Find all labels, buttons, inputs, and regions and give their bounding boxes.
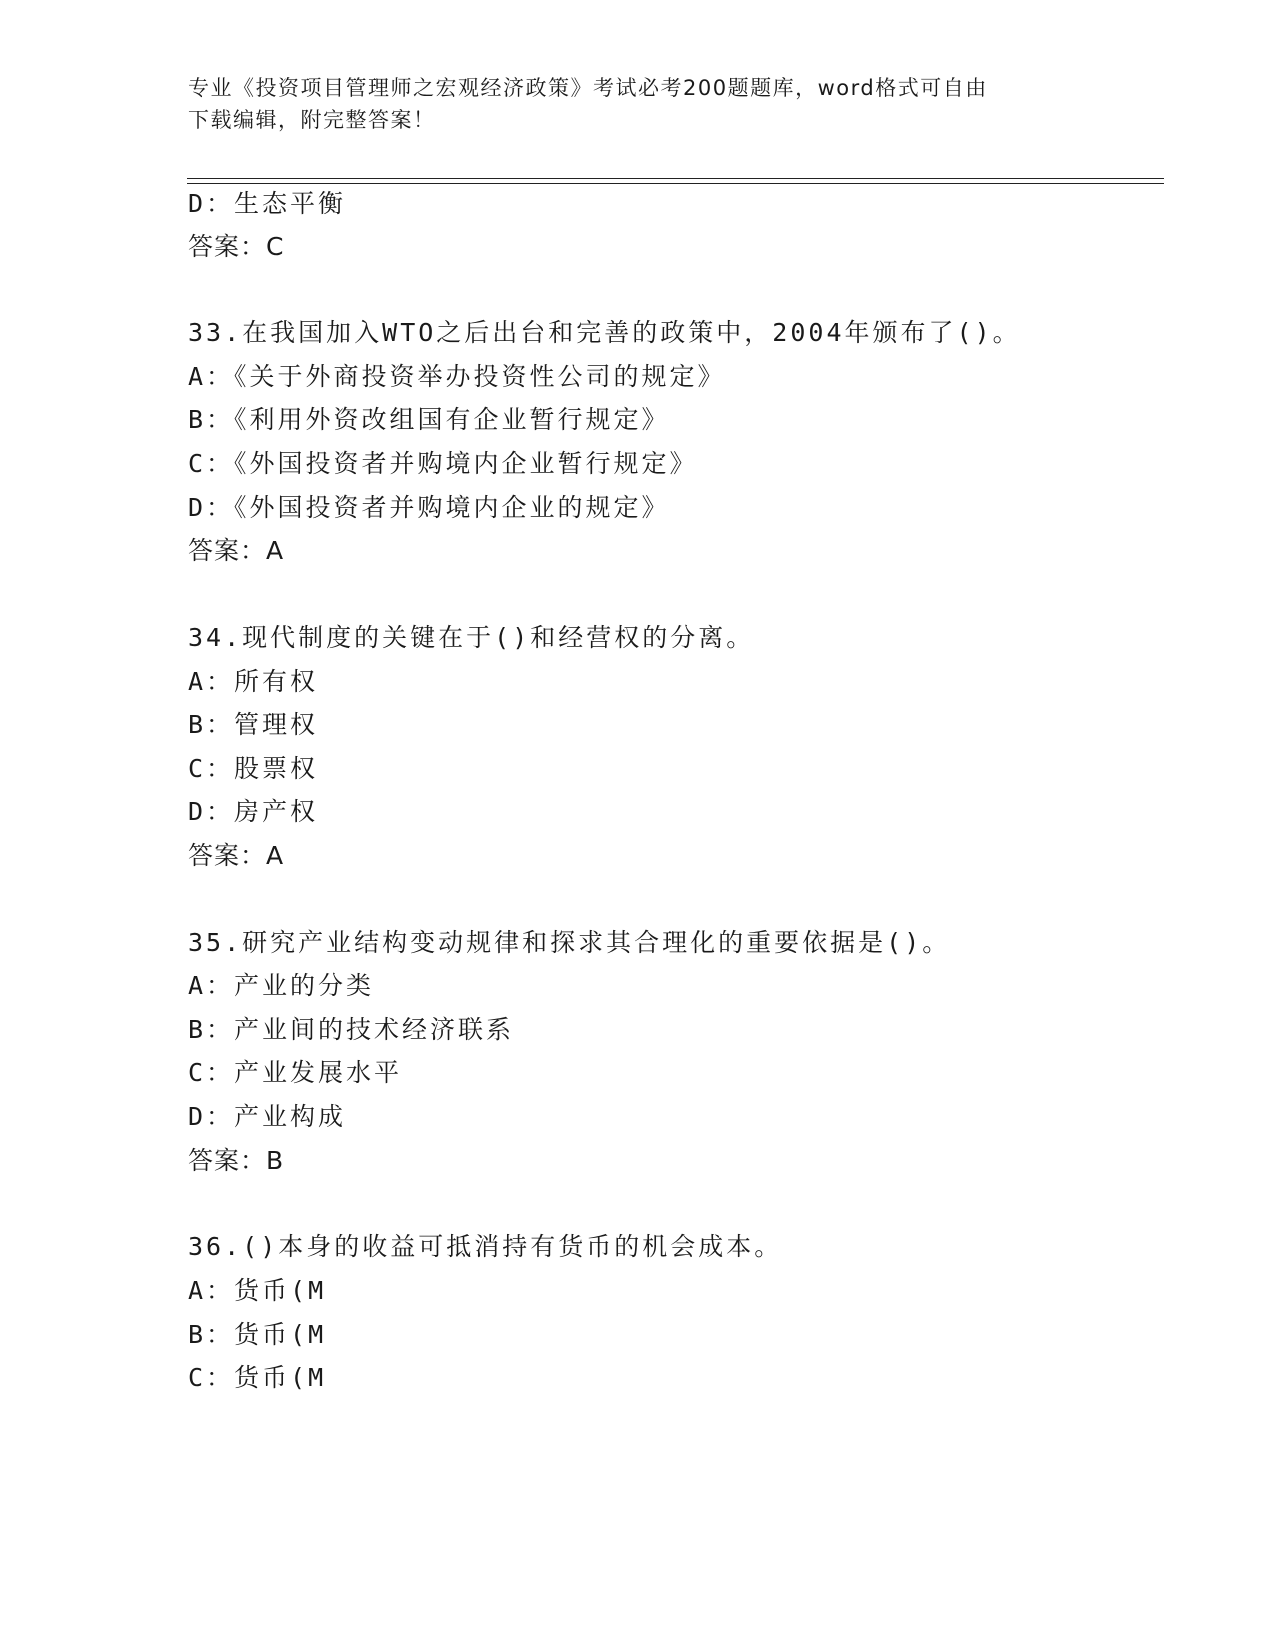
question-36-option-a: A：货币(M (188, 1276, 327, 1305)
question-34-stem: 34.现代制度的关键在于()和经营权的分离。 (188, 623, 755, 652)
question-34-answer: 答案：A (188, 841, 285, 870)
header-divider-bottom (187, 183, 1164, 184)
question-33-option-b: B：《利用外资改组国有企业暂行规定》 (188, 405, 670, 434)
question-33-stem: 33.在我国加入WTO之后出台和完善的政策中，2004年颁布了()。 (188, 318, 1021, 347)
question-36-option-b: B：货币(M (188, 1320, 327, 1349)
question-36-stem: 36.()本身的收益可抵消持有货币的机会成本。 (188, 1232, 783, 1261)
question-34-option-b: B：管理权 (188, 710, 319, 739)
question-34-option-c: C：股票权 (188, 754, 319, 783)
header-line-1: 专业《投资项目管理师之宏观经济政策》考试必考200题题库，word格式可自由 (188, 76, 988, 100)
question-33-answer: 答案：A (188, 536, 285, 565)
question-35-stem: 35.研究产业结构变动规律和探求其合理化的重要依据是()。 (188, 928, 951, 957)
question-35-option-c: C：产业发展水平 (188, 1058, 403, 1087)
question-35-answer: 答案：B (188, 1146, 285, 1175)
question-34-option-d: D：房产权 (188, 797, 319, 826)
question-35-option-d: D：产业构成 (188, 1102, 347, 1131)
question-33-option-c: C：《外国投资者并购境内企业暂行规定》 (188, 449, 698, 478)
header-line-2: 下载编辑，附完整答案！ (188, 108, 436, 132)
prev-answer: 答案：C (188, 232, 285, 261)
document-header (188, 72, 1068, 136)
question-36-option-c: C：货币(M (188, 1363, 327, 1392)
question-33-option-d: D：《外国投资者并购境内企业的规定》 (188, 493, 670, 522)
prev-option-d: D：生态平衡 (188, 189, 347, 218)
question-33-option-a: A：《关于外商投资举办投资性公司的规定》 (188, 362, 726, 391)
question-35-option-a: A：产业的分类 (188, 971, 375, 1000)
header-divider-top (187, 178, 1164, 179)
question-35-option-b: B：产业间的技术经济联系 (188, 1015, 515, 1044)
question-34-option-a: A：所有权 (188, 667, 319, 696)
